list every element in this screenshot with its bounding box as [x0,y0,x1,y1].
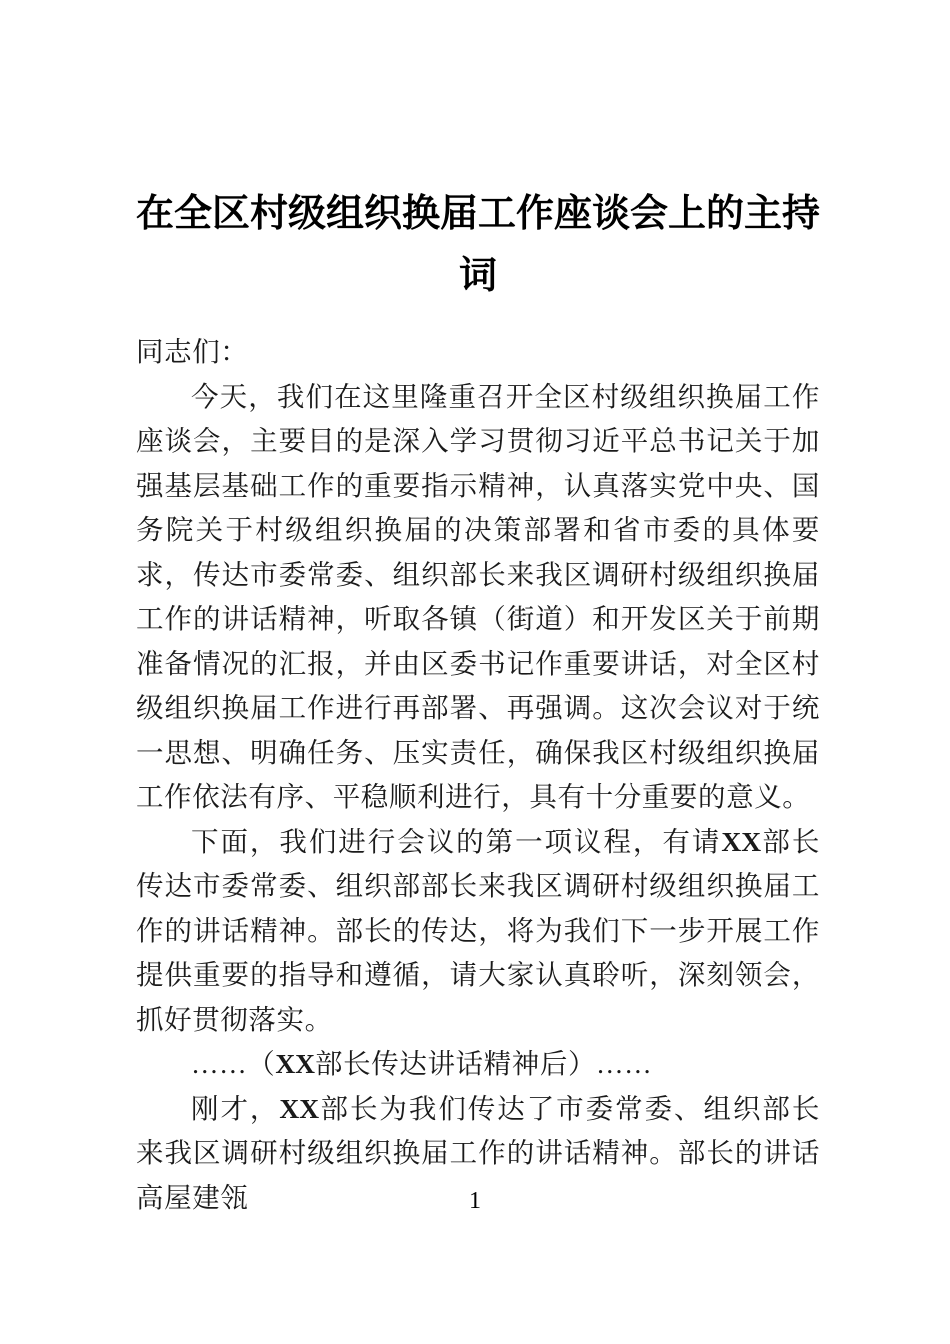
placeholder-token: XX [279,1092,320,1124]
paragraph-opening-purpose: 今天，我们在这里隆重召开全区村级组织换届工作座谈会，主要目的是深入学习贯彻习近平总书记关于加强基层基础工作的重要指示精神，认真落实党中央、国务院关于村级组织换届的决策部署和省市委的具体要求，传达市委常委、组织部长来我区调研村级组织换届工作的讲话精神，听取各镇（街道）和开发区关于前期准备情况的汇报，并由区委书记作重要讲话，对全区村级组织换届工作进行再部署、再强调。这次会议对于统一思想、明确任务、压实责任，确保我区村级组织换届工作依法有序、平稳顺利进行，具有十分重要的意义。 [136,380,820,812]
paragraph-after-transmission: 刚才，XX部长为我们传达了市委常委、组织部长来我区调研村级组织换届工作的讲话精神。部长的讲话高屋建瓴 [136,1092,820,1213]
paragraph-agenda-item-one: 下面，我们进行会议的第一项议程，有请XX部长传达市委常委、组织部部长来我区调研村级组织换届工作的讲话精神。部长的传达，将为我们下一步开展工作提供重要的指导和遵循，请大家认真聆听，深刻领会，抓好贯彻落实。 [136,825,820,1035]
page-title: 在全区村级组织换届工作座谈会上的主持词 [136,193,821,298]
placeholder-token: XX [275,1048,316,1079]
page-number: 1 [469,1188,481,1214]
paragraph-stage-direction: ……（XX部长传达讲话精神后）…… [191,1048,653,1079]
paragraph-salutation: 同志们： [136,336,249,367]
document-body [136,330,820,1220]
placeholder-token: XX [721,825,762,857]
